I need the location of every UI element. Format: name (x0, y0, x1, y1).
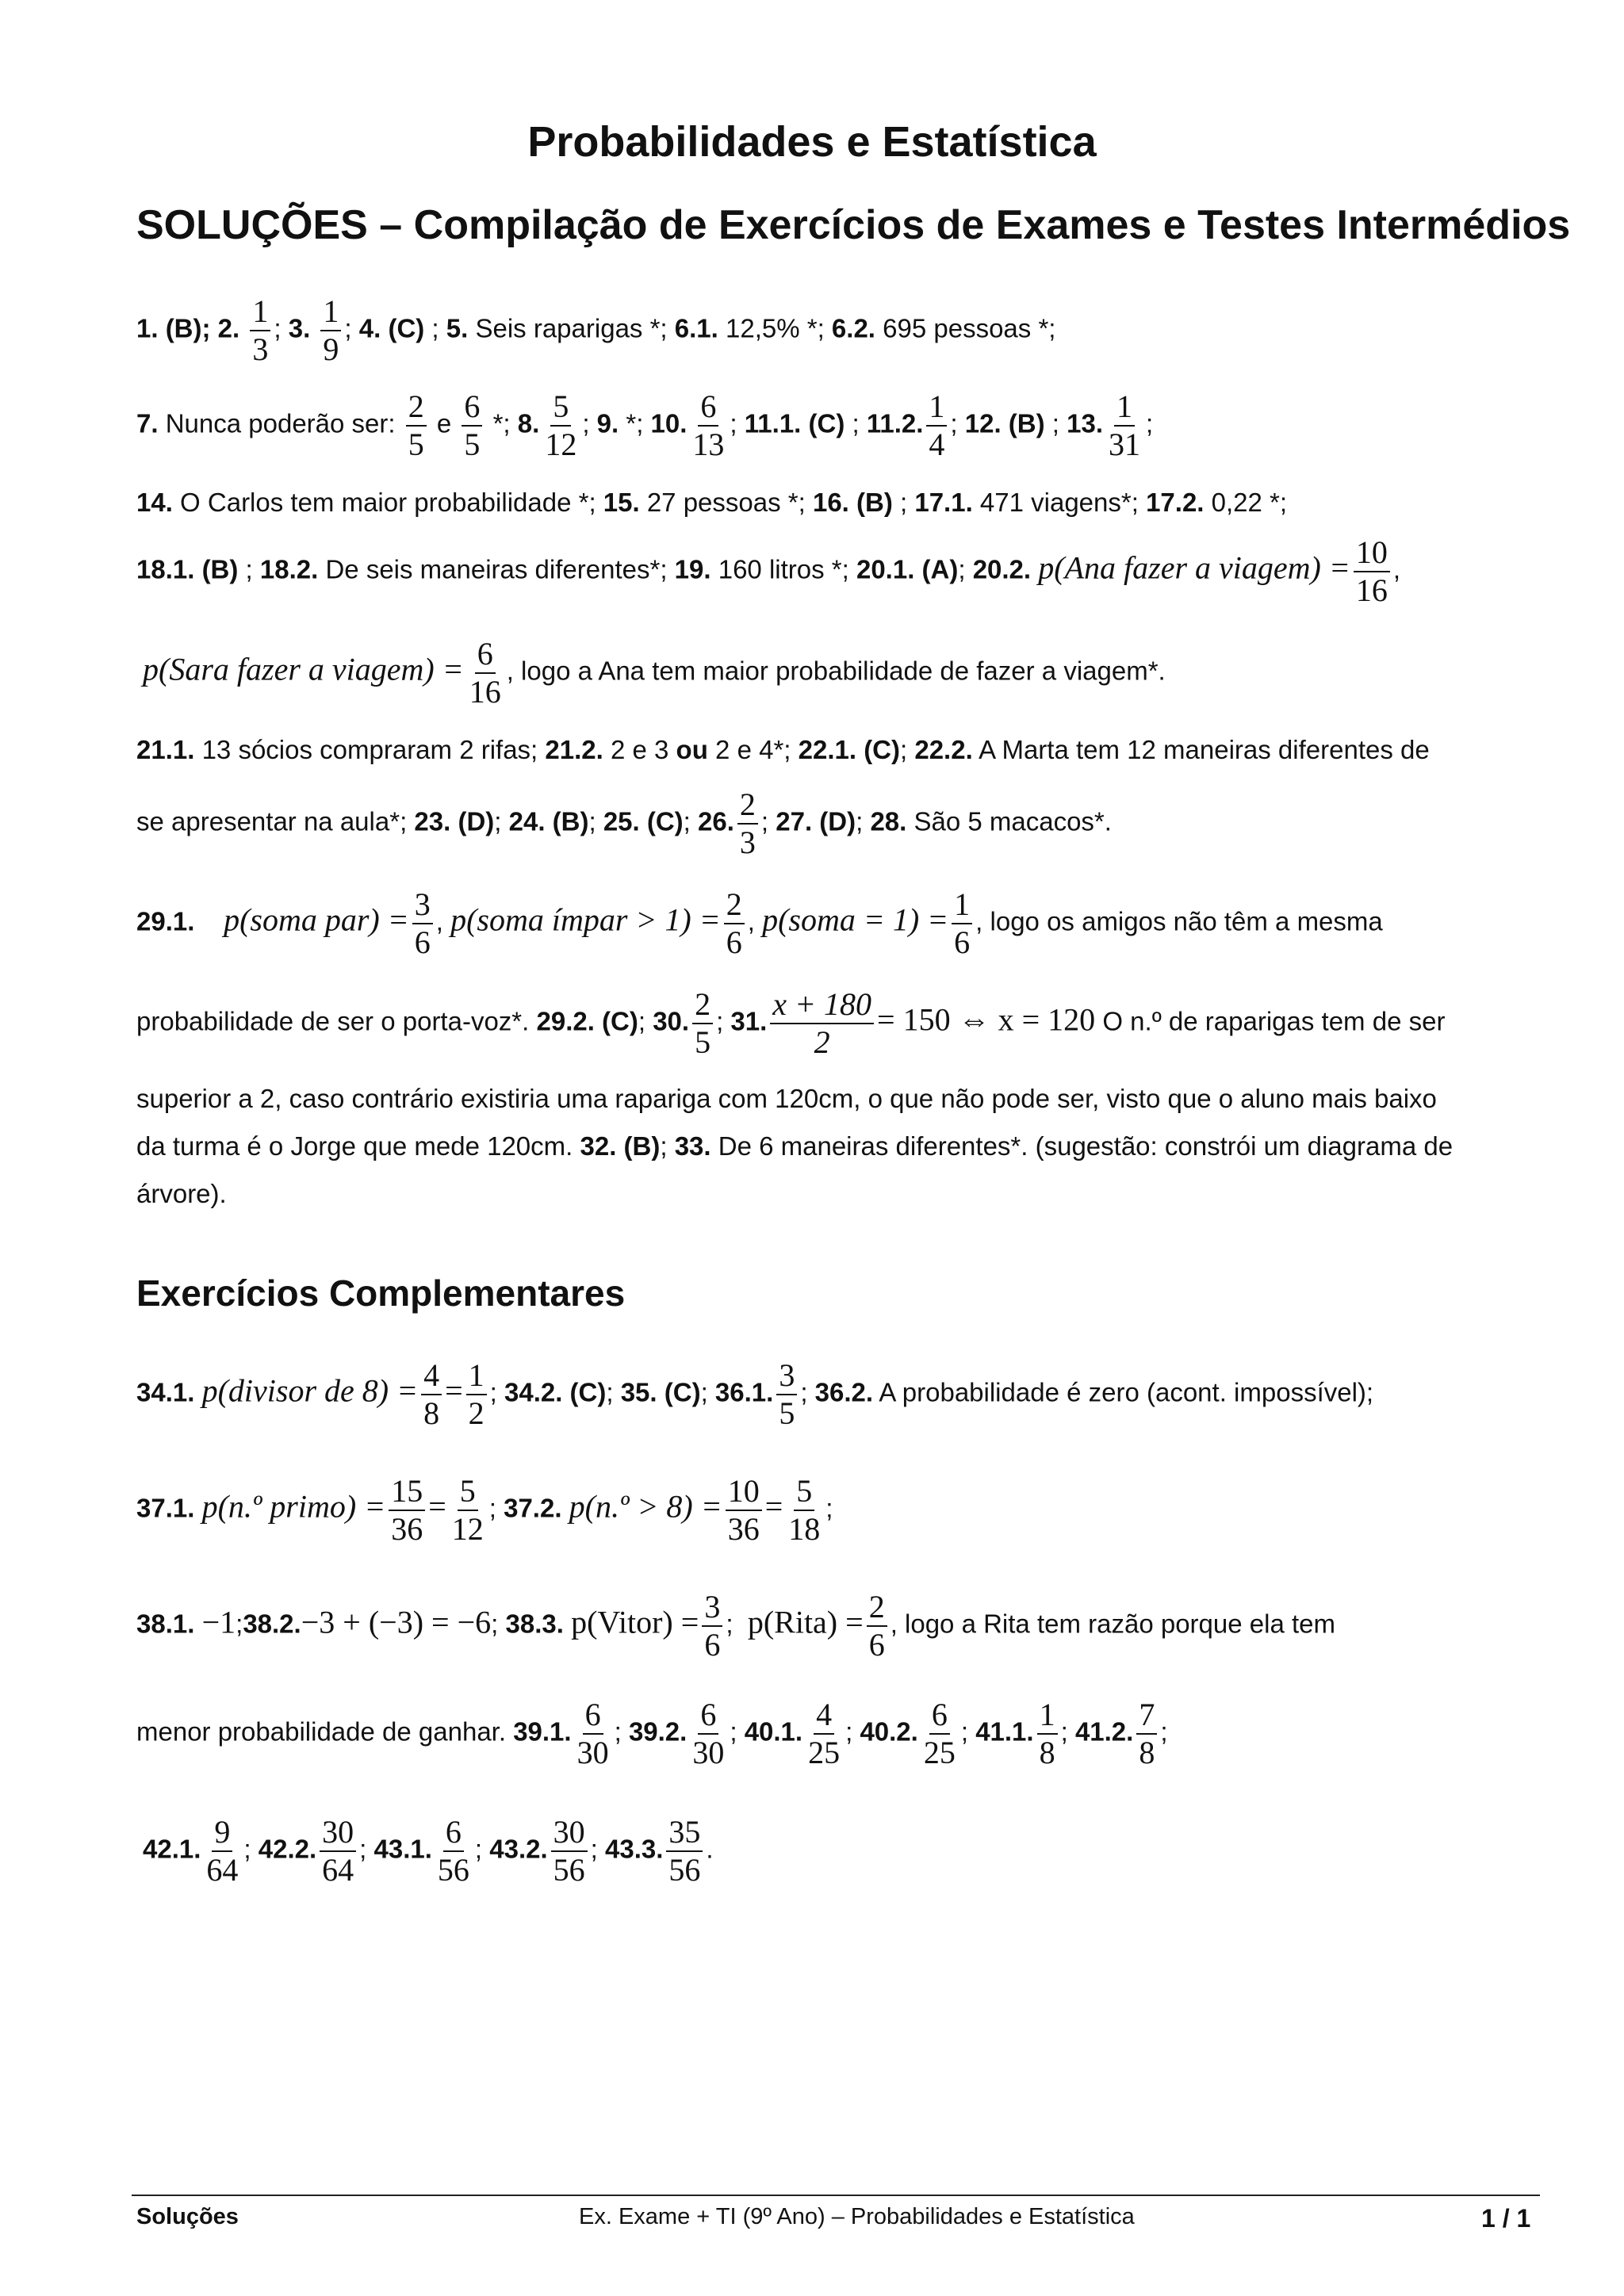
fraction: $\frac{6}{16}$ (469, 636, 501, 710)
math-expression: p(Sara fazer a viagem) = (143, 651, 464, 687)
solution-line-13: menor probabilidade de ganhar. 39.1. $\frac{6}{30}$ ; 39.2. $\frac{6}{30}$ ; 40.1. $\frac{4}{25}$ ; 40.2. $\frac{6}{25}$ ; 41.1. $\frac{1}{8}$ ; 41.2. $\frac{7}{8}$ ; (136, 1697, 1168, 1770)
page-number: 1 / 1 (1481, 2204, 1531, 2233)
math-expression: −3 + (−3) = −6 (301, 1604, 492, 1640)
fraction: $\frac{30}{64}$ (320, 1816, 356, 1887)
fraction: $\frac{1}{2}$ (466, 1359, 487, 1430)
fraction: $\frac{x + 180}{2}$ (770, 988, 874, 1059)
math-expression: p(divisor de 8) = (201, 1372, 419, 1409)
fraction: $\frac{4}{8}$ (421, 1359, 442, 1430)
fraction: $\frac{6}{30}$ (692, 1697, 725, 1770)
fraction: $\frac{2}{5}$ (692, 988, 713, 1059)
solution-line-5: p(Sara fazer a viagem) = $\frac{6}{16}$ , logo a Ana tem maior probabilidade de fazer a viagem*. (143, 636, 1166, 710)
math-expression: p(soma = 1) = (762, 901, 949, 938)
subtitle-bold: SOLUÇÕES – (136, 202, 403, 248)
fraction: $\frac{6}{5}$ (462, 390, 482, 461)
fraction: $\frac{10}{36}$ (726, 1475, 762, 1546)
solution-line-3: 14. O Carlos tem maior probabilidade *; 15. 27 pessoas *; 16. (B) ; 17.1. 471 viagens*; 17.2. 0,22 *; (136, 488, 1288, 517)
fraction: $\frac{1}{31}$ (1109, 388, 1141, 462)
math-expression: p(n.º primo) = (201, 1488, 386, 1525)
fraction: $\frac{9}{64}$ (206, 1814, 239, 1888)
math-expression: p(soma ímpar > 1) = (450, 901, 721, 938)
math-expression: p(Rita) = (747, 1604, 864, 1640)
solution-line-14: 42.1. $\frac{9}{64}$ ; 42.2. $\frac{30}{64}$ ; 43.1. $\frac{6}{56}$ ; 43.2. $\frac{30}{56}$ ; 43.3. $\frac{35}{56}$ . (143, 1814, 714, 1888)
math-expression: −1 (201, 1604, 236, 1640)
section-heading: Exercícios Complementares (136, 1272, 626, 1314)
fraction: $\frac{3}{6}$ (702, 1590, 722, 1662)
fraction: $\frac{1}{4}$ (926, 390, 947, 461)
solution-line-4: 18.1. (B) ; 18.2. De seis maneiras diferentes*; 19. 160 litros *; 20.1. (A); 20.2. p(Ana fazer a viagem) = $\frac{10}{16}$ , (136, 534, 1401, 608)
page-title: Probabilidades e Estatística (527, 118, 1097, 166)
fraction: $\frac{6}{25}$ (923, 1697, 956, 1770)
fraction: $\frac{15}{36}$ (389, 1475, 425, 1546)
label-3: 3. (288, 313, 311, 343)
solution-line-9: probabilidade de ser o porta-voz*. 29.2. (C); 30. $\frac{2}{5}$ ; 31. $\frac{x + 180}{2}$ = 150 ⇔ x = 120 O n.º de raparigas tem de ser (136, 986, 1446, 1060)
paragraph-line: superior a 2, caso contrário existiria uma rapariga com 120cm, o que não pode ser, visto que o aluno mais baixo (136, 1084, 1437, 1113)
fraction: $\frac{2}{6}$ (867, 1590, 887, 1662)
fraction: $\frac{1}{8}$ (1037, 1698, 1058, 1770)
math-expression: p(Vitor) = (571, 1604, 699, 1640)
fraction: $\frac{5}{18}$ (788, 1473, 821, 1547)
solution-line-8: 29.1. p(soma par) = $\frac{3}{6}$ , p(soma ímpar > 1) = $\frac{2}{6}$ , p(soma = 1) = $\frac{1}{6}$ , logo os amigos não têm a mesma (136, 886, 1383, 960)
subtitle-text: Compilação de Exercícios de Exames e Testes Intermédios (413, 202, 1571, 248)
footer-left: Soluções (136, 2204, 239, 2229)
fraction: $\frac{2}{6}$ (724, 888, 745, 959)
solution-line-1: 1. (B); 2. $\frac{1}{3}$ ; 3. $\frac{1}{9}$ ; 4. (C) ; 5. Seis raparigas *; 6.1. 12,5% *; 6.2. 695 pessoas *; (136, 293, 1056, 367)
fraction: $\frac{1}{3}$ (250, 295, 270, 366)
fraction: $\frac{6}{13}$ (692, 388, 725, 462)
fraction: $\frac{3}{6}$ (412, 888, 433, 959)
solution-line-10: 34.1. p(divisor de 8) = $\frac{4}{8}$ = $\frac{1}{2}$ ; 34.2. (C); 35. (C); 36.1. $\frac{3}{5}$ ; 36.2. A probabilidade é zero (acont. impossível); (136, 1357, 1374, 1431)
fraction: $\frac{6}{30}$ (576, 1697, 609, 1770)
fraction: $\frac{2}{5}$ (406, 390, 427, 461)
fraction: $\frac{35}{56}$ (666, 1816, 703, 1887)
fraction: $\frac{1}{9}$ (320, 295, 341, 366)
fraction: $\frac{1}{6}$ (952, 888, 972, 959)
page-subtitle (136, 201, 1570, 249)
footer-center: Ex. Exame + TI (9º Ano) – Probabilidades e Estatística (579, 2204, 1135, 2229)
fraction: $\frac{2}{3}$ (737, 788, 758, 859)
fraction: $\frac{10}{16}$ (1354, 536, 1390, 607)
paragraph-line: da turma é o Jorge que mede 120cm. 32. (B); 33. De 6 maneiras diferentes*. (sugestão: constrói um diagrama de (136, 1131, 1454, 1161)
fraction: $\frac{6}{56}$ (437, 1814, 469, 1888)
label-2: 2. (217, 313, 240, 343)
fraction: $\frac{5}{12}$ (545, 388, 577, 462)
solution-line-2: 7. Nunca poderão ser: $\frac{2}{5}$ e $\frac{6}{5}$ *; 8. $\frac{5}{12}$ ; 9. *; 10. $\frac{6}{13}$ ; 11.1. (C) ; 11.2. $\frac{1}{4}$ ; 12. (B) ; 13. $\frac{1}{31}$ ; (136, 388, 1154, 462)
paragraph-line: árvore). (136, 1179, 227, 1208)
solution-line-6: 21.1. 13 sócios compraram 2 rifas; 21.2. 2 e 3 ou 2 e 4*; 22.1. (C); 22.2. A Marta tem 12 maneiras diferentes de (136, 735, 1430, 764)
answer-1: 1. (B); (136, 313, 211, 343)
math-expression: = 150 ⇔ x = 120 (877, 1001, 1096, 1038)
math-expression: p(n.º > 8) = (569, 1488, 722, 1525)
fraction: $\frac{30}{56}$ (551, 1816, 588, 1887)
fraction: $\frac{7}{8}$ (1136, 1698, 1157, 1770)
solution-line-7: se apresentar na aula*; 23. (D); 24. (B); 25. (C); 26. $\frac{2}{3}$ ; 27. (D); 28. São 5 macacos*. (136, 786, 1112, 860)
footer-divider (132, 2195, 1540, 2196)
solution-line-11: 37.1. p(n.º primo) = $\frac{15}{36}$ = $\frac{5}{12}$ ; 37.2. p(n.º > 8) = $\frac{10}{36}$ = $\frac{5}{18}$ ; (136, 1473, 833, 1547)
fraction: $\frac{5}{12}$ (451, 1473, 484, 1547)
math-expression: p(soma par) = (224, 901, 409, 938)
fraction: $\frac{3}{5}$ (776, 1359, 797, 1430)
fraction: $\frac{4}{25}$ (808, 1697, 841, 1770)
math-expression: p(Ana fazer a viagem) = (1038, 549, 1350, 586)
solution-line-12: 38.1. −1;38.2.−3 + (−3) = −6; 38.3. p(Vitor) = $\frac{3}{6}$ ; p(Rita) = $\frac{2}{6}$ , logo a Rita tem razão porque ela tem (136, 1589, 1335, 1663)
